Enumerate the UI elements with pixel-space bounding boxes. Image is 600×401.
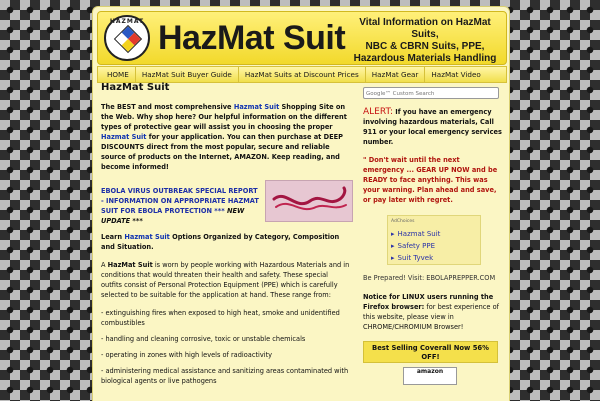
nfpa-diamond-icon	[114, 25, 142, 53]
linux-notice-text: for best experience of this website, please view in CHROME/CHROMIUM Browser!	[363, 303, 499, 331]
page-container	[92, 6, 510, 401]
list-item: - extinguishing fires when exposed to high heat, smoke and unidentified combustibles	[101, 309, 340, 327]
ebola-virus-image[interactable]	[265, 180, 353, 222]
list-item: - handling and cleaning corrosive, toxic or unstable chemicals	[101, 335, 306, 343]
list-item: - administering medical assistance and sanitizing areas contaminated with biological agents or live pathogens	[101, 367, 349, 385]
best-selling-banner[interactable]: Best Selling Coverall Now 56% OFF!	[363, 341, 498, 363]
arrow-right-icon: ▸	[391, 242, 395, 250]
main-content	[101, 83, 351, 392]
intro-text: for your application. You can then purchase at DEEP DISCOUNTS direct from the most popular, secure and reliable source of products on the Internet, AMAZON. Keep reading, and become informed!	[101, 133, 343, 171]
def-text: is worn by people working with Hazardous Materials and in conditions that would threaten their health and safety. These special outfits consist of Personal Protection Equipment (PPE) which is carefully selected to be suitable for the application at hand. These range from:	[101, 261, 350, 299]
tagline-line: Hazardous Materials Handling	[353, 53, 497, 64]
logo-text: HAZMAT	[109, 18, 145, 25]
ad-label: Hazmat Suit	[397, 230, 441, 238]
ad-link[interactable]	[388, 240, 480, 252]
ebola-tail: ***	[130, 217, 143, 225]
site-header	[97, 11, 507, 65]
list-item: - operating in zones with high levels of radioactivity	[101, 351, 273, 359]
definition-paragraph	[101, 260, 351, 300]
search-input[interactable]: Google™ Custom Search	[363, 87, 499, 99]
arrow-right-icon: ▸	[391, 254, 395, 262]
new-update-label: NEW UPDATE	[101, 207, 245, 225]
be-prepared-link[interactable]: Be Prepared! Visit: EBOLAPREPPER.COM	[363, 274, 496, 282]
ad-label: Safety PPE	[397, 242, 435, 250]
uses-list	[101, 308, 351, 386]
nav-discount-prices[interactable]: HazMat Suits at Discount Prices	[239, 67, 366, 82]
nav-hazmat-gear[interactable]: HazMat Gear	[366, 67, 426, 82]
def-text: A	[101, 261, 108, 269]
ad-box	[387, 215, 481, 265]
virus-icon	[266, 181, 352, 221]
learn-text: Learn	[101, 233, 125, 241]
sidebar	[363, 87, 503, 385]
warning-text: " Don't wait until the next emergency ... GEAR UP NOW and be READY to face anything. This was your warning. Plan ahead and save, or pay later with regret.	[363, 156, 498, 204]
learn-paragraph	[101, 232, 351, 252]
ebola-report-link[interactable]	[101, 186, 261, 226]
hazmat-suit-link[interactable]: Hazmat Suit	[124, 233, 170, 241]
nav-hazmat-video[interactable]: HazMat Video	[431, 70, 481, 79]
site-tagline	[350, 17, 500, 65]
intro-text: The BEST and most comprehensive	[101, 103, 234, 111]
ad-link[interactable]	[388, 228, 480, 240]
ad-label: Suit Tyvek	[397, 254, 434, 262]
ebola-report	[101, 180, 351, 224]
page-title: HazMat Suit	[101, 82, 170, 93]
hazmat-suit-link[interactable]: Hazmat Suit	[233, 103, 280, 111]
learn-text: Options Organized by Category, Composition and Situation.	[101, 233, 340, 251]
intro-text: Shopping Site on the Web. Why shop here? Our helpful information on the different types of protective gear will assist you in choosing the proper	[101, 103, 347, 131]
linux-notice	[363, 292, 503, 332]
nav-home[interactable]: HOME	[98, 67, 136, 82]
ebola-text: EBOLA VIRUS OUTBREAK SPECIAL REPORT - INFORMATION ON APPROPRIATE HAZMAT SUIT FOR EBOLA PROTECTION ***	[101, 187, 259, 215]
hazmat-logo-icon[interactable]	[104, 15, 150, 61]
def-bold: HazMat Suit	[107, 261, 153, 269]
alert-heading: ALERT:	[363, 107, 393, 117]
tagline-line: NBC & CBRN Suits, PPE,	[365, 41, 485, 52]
ad-link[interactable]	[388, 252, 480, 264]
nav-buyer-guide[interactable]: HazMat Suit Buyer Guide	[136, 67, 239, 82]
linux-notice-bold: Notice for LINUX users running the Firefox browser:	[363, 293, 494, 311]
arrow-right-icon: ▸	[391, 230, 395, 238]
main-nav	[97, 66, 507, 83]
tagline-line: Vital Information on HazMat Suits,	[359, 17, 491, 40]
hazmat-suit-link[interactable]: Hazmat Suit	[101, 133, 147, 141]
intro-paragraph	[101, 102, 351, 172]
emergency-alert	[363, 107, 503, 147]
site-title[interactable]: HazMat Suit	[158, 19, 346, 57]
alert-text: If you have an emergency involving hazardous materials, Call 911 or your local emergency services number.	[363, 108, 502, 146]
ad-choices-label[interactable]: AdChoices	[391, 219, 415, 224]
amazon-logo[interactable]: amazon	[403, 367, 457, 385]
